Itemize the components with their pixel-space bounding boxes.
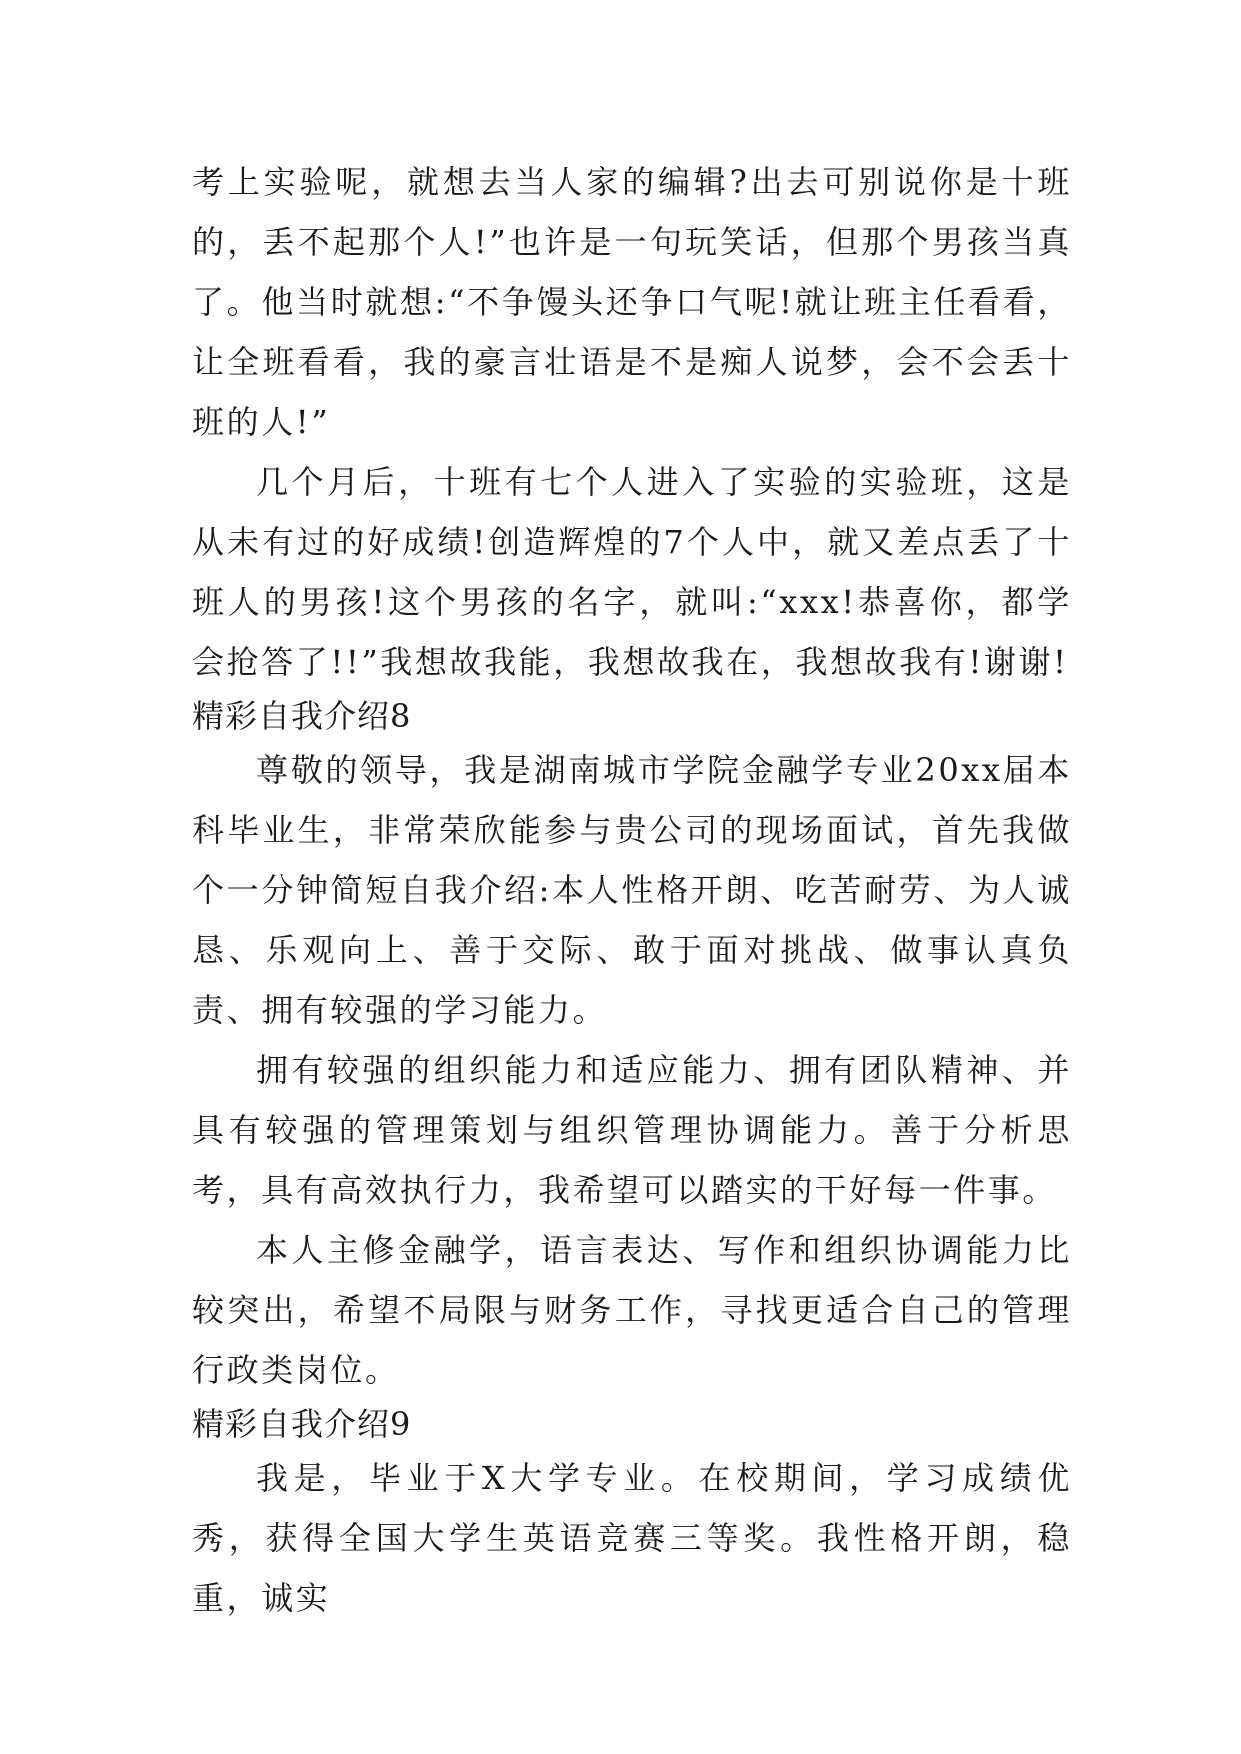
section-heading: 精彩自我介绍9 [192, 1405, 412, 1443]
paragraph-continued: 考上实验呢，就想去当人家的编辑?出去可别说你是十班的，丢不起那个人!”也许是一句玩笑话，但那个男孩当真了。他当时就想:“不争馒头还争口气呢!就让班主任看看，让全班看看，我的豪言壮语是不是痴人说梦，会不会丢十班的人!” [192, 163, 1072, 441]
section-heading: 精彩自我介绍8 [192, 697, 412, 735]
paragraph: 几个月后，十班有七个人进入了实验的实验班，这是从未有过的好成绩!创造辉煌的7个人中，就又差点丢了十班人的男孩!这个男孩的名字，就叫:“xxx!恭喜你，都学会抢答了!!”我想故我能，我想故我在，我想故我有!谢谢! [192, 463, 1072, 681]
paragraph: 尊敬的领导，我是湖南城市学院金融学专业20xx届本科毕业生，非常荣欣能参与贵公司的现场面试，首先我做个一分钟简短自我介绍:本人性格开朗、吃苦耐劳、为人诚恳、乐观向上、善于交际、敢于面对挑战、做事认真负责、拥有较强的学习能力。 [192, 751, 1072, 1029]
document-body [192, 152, 1072, 1628]
paragraph: 本人主修金融学，语言表达、写作和组织协调能力比较突出，希望不局限与财务工作，寻找更适合自己的管理行政类岗位。 [192, 1231, 1072, 1389]
paragraph: 我是，毕业于X大学专业。在校期间，学习成绩优秀，获得全国大学生英语竞赛三等奖。我性格开朗，稳重，诚实 [192, 1459, 1072, 1617]
paragraph: 拥有较强的组织能力和适应能力、拥有团队精神、并具有较强的管理策划与组织管理协调能力。善于分析思考，具有高效执行力，我希望可以踏实的干好每一件事。 [192, 1051, 1072, 1209]
